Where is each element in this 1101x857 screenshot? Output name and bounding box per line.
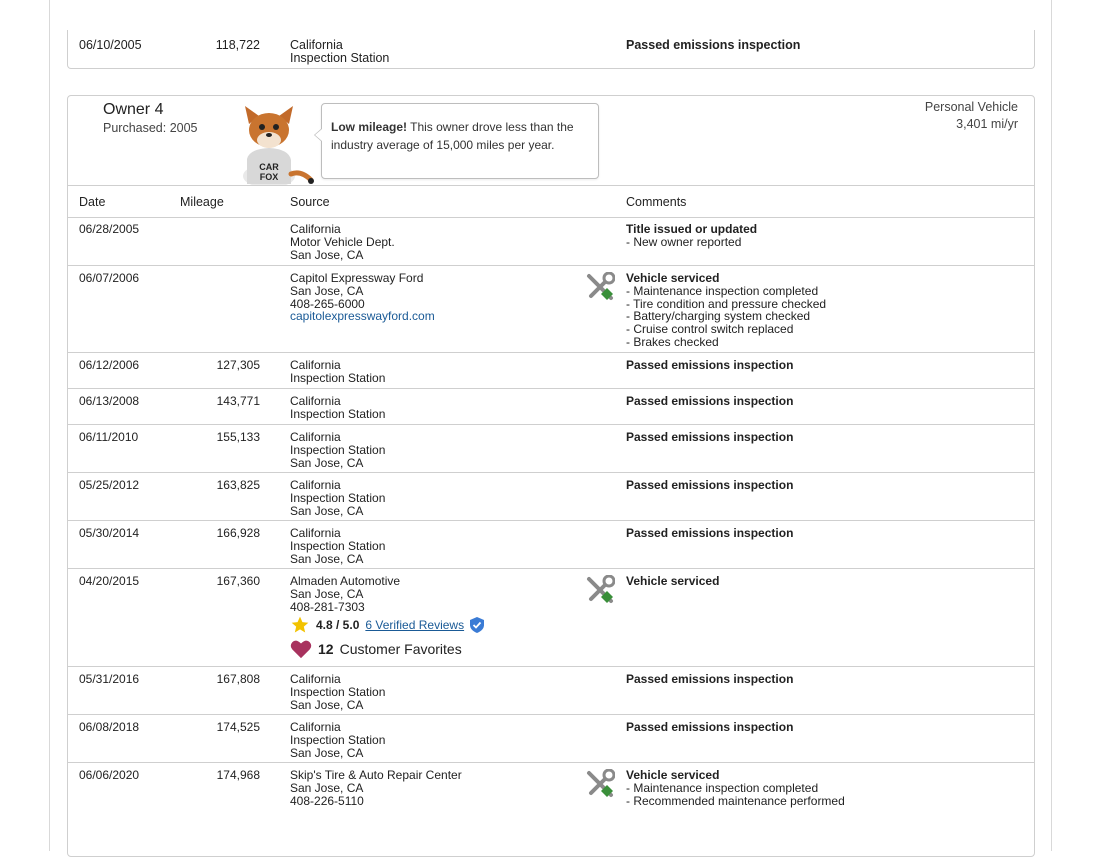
row-source: [290, 479, 385, 517]
table-row: [68, 217, 1034, 266]
owner-card: [67, 95, 1035, 857]
row-comments: [626, 769, 845, 807]
table-row: [68, 425, 1034, 473]
source-line: Capitol Expressway Ford: [290, 271, 424, 285]
header-date: Date: [79, 195, 106, 209]
source-line: San Jose, CA: [290, 745, 364, 760]
row-comments: [626, 395, 793, 408]
usage-type: Personal Vehicle: [924, 100, 1018, 114]
source-line: Inspection Station: [290, 538, 386, 553]
carfox-mascot-icon: [239, 104, 315, 186]
comment-title: Passed emissions inspection: [626, 672, 794, 686]
prev-source-line: California: [290, 38, 343, 52]
table-row: [68, 667, 1034, 715]
svg-text:FOX: FOX: [259, 172, 279, 182]
row-source: [290, 527, 385, 565]
verified-shield-icon: [470, 617, 484, 633]
row-source: [290, 431, 385, 469]
row-source: [290, 359, 385, 385]
row-date: 06/06/2020: [79, 768, 140, 782]
source-line: Skip's Tire & Auto Repair Center: [290, 768, 462, 782]
row-date: 06/07/2006: [79, 271, 140, 285]
row-comments: [626, 721, 793, 734]
source-line: San Jose, CA: [290, 697, 364, 712]
prev-record-source: [290, 39, 389, 65]
source-line: Motor Vehicle Dept.: [290, 234, 395, 249]
source-line: Inspection Station: [290, 732, 386, 747]
row-mileage: 167,360: [216, 574, 260, 588]
source-line: San Jose, CA: [290, 455, 364, 470]
table-row: [68, 521, 1034, 569]
row-comments: [626, 673, 793, 686]
heart-icon: [290, 639, 312, 659]
comment-detail: - Brakes checked: [626, 334, 719, 349]
source-line: San Jose, CA: [290, 503, 364, 518]
usage-rate: 3,401 mi/yr: [956, 117, 1018, 131]
source-line: Inspection Station: [290, 684, 386, 699]
prev-source-line: Inspection Station: [290, 51, 390, 65]
source-line: San Jose, CA: [290, 551, 364, 566]
source-line: Inspection Station: [290, 442, 386, 457]
row-date: 06/08/2018: [79, 720, 140, 734]
source-line: California: [290, 672, 341, 686]
source-line: 408-281-7303: [290, 599, 365, 614]
owner-purchased: Purchased: 2005: [103, 121, 198, 135]
comment-detail: - Recommended maintenance performed: [626, 793, 845, 808]
source-line: Inspection Station: [290, 370, 386, 385]
comment-title: Passed emissions inspection: [626, 478, 794, 492]
table-row: [68, 763, 1034, 853]
owner-title: Owner 4: [103, 101, 164, 118]
row-source: [290, 395, 385, 421]
source-line: California: [290, 394, 341, 408]
table-row: [68, 353, 1034, 389]
row-mileage: 127,305: [216, 358, 260, 372]
row-mileage: 166,928: [216, 526, 260, 540]
page-right-guide: [1051, 0, 1052, 851]
row-date: 05/31/2016: [79, 672, 140, 686]
row-comments: [626, 359, 793, 372]
star-icon: [290, 615, 310, 635]
row-source: [290, 575, 400, 613]
table-row: [68, 389, 1034, 425]
row-comments: [626, 527, 793, 540]
row-source: [290, 721, 385, 759]
row-source: [290, 769, 462, 807]
source-line: California: [290, 358, 341, 372]
callout-text: [331, 118, 588, 154]
service-tools-icon: [585, 769, 615, 799]
comment-detail: - New owner reported: [626, 234, 742, 249]
source-line: Inspection Station: [290, 490, 386, 505]
low-mileage-callout: [321, 103, 599, 179]
comment-detail: - Cruise control switch replaced: [626, 322, 794, 337]
source-line: California: [290, 222, 341, 236]
comment-title: Passed emissions inspection: [626, 720, 794, 734]
row-date: 04/20/2015: [79, 574, 140, 588]
callout-bold: Low mileage!: [331, 120, 408, 134]
row-comments: [626, 575, 719, 588]
svg-text:CAR: CAR: [259, 162, 279, 172]
favorites-label: Customer Favorites: [339, 641, 462, 657]
page-left-guide: [49, 0, 50, 851]
header-comments: Comments: [626, 195, 687, 209]
comment-title: Passed emissions inspection: [626, 430, 794, 444]
source-line: California: [290, 430, 341, 444]
comment-detail: - Battery/charging system checked: [626, 309, 811, 324]
row-mileage: 155,133: [216, 430, 260, 444]
table-row: [68, 715, 1034, 763]
row-source: [290, 673, 385, 711]
source-line: California: [290, 526, 341, 540]
row-mileage: 174,525: [216, 720, 260, 734]
comment-title: Vehicle serviced: [626, 574, 720, 588]
table-row: [68, 473, 1034, 521]
comment-title: Passed emissions inspection: [626, 358, 794, 372]
source-line: 408-265-6000: [290, 296, 365, 311]
verified-reviews-link[interactable]: 6 Verified Reviews: [365, 618, 465, 632]
source-line: San Jose, CA: [290, 283, 364, 298]
comment-detail: - Maintenance inspection completed: [626, 283, 819, 298]
source-line: 408-226-5110: [290, 793, 364, 808]
row-comments: [626, 431, 793, 444]
dealer-website-link[interactable]: capitolexpresswayford.com: [290, 309, 435, 324]
row-date: 06/28/2005: [79, 222, 140, 236]
comment-detail: - Tire condition and pressure checked: [626, 296, 827, 311]
row-date: 05/25/2012: [79, 478, 140, 492]
source-line: San Jose, CA: [290, 586, 364, 601]
customer-favorites: [290, 639, 462, 659]
comment-title: Vehicle serviced: [626, 271, 720, 285]
history-table-header: [68, 185, 1034, 218]
prev-record-mileage: 118,722: [215, 38, 260, 52]
row-comments: [626, 479, 793, 492]
source-line: Almaden Automotive: [290, 574, 401, 588]
comment-title: Vehicle serviced: [626, 768, 720, 782]
comment-title: Passed emissions inspection: [626, 394, 794, 408]
table-row: [68, 569, 1034, 667]
comment-title: Title issued or updated: [626, 222, 758, 236]
row-date: 06/13/2008: [79, 394, 140, 408]
row-mileage: 167,808: [216, 672, 260, 686]
row-mileage: 174,968: [216, 768, 260, 782]
row-mileage: 143,771: [216, 394, 260, 408]
prev-record-comment: Passed emissions inspection: [626, 38, 801, 52]
header-mileage: Mileage: [180, 195, 224, 209]
source-line: San Jose, CA: [290, 247, 364, 262]
row-source: [290, 272, 435, 323]
source-line: San Jose, CA: [290, 780, 364, 795]
callout-body: This owner drove less than the industry average of 15,000 miles per year.: [331, 120, 574, 152]
source-line: California: [290, 478, 341, 492]
comment-detail: - Maintenance inspection completed: [626, 780, 819, 795]
row-comments: [626, 223, 757, 249]
service-tools-icon: [585, 575, 615, 605]
comment-title: Passed emissions inspection: [626, 526, 794, 540]
row-date: 05/30/2014: [79, 526, 140, 540]
service-tools-icon: [585, 272, 615, 302]
previous-owner-card: [67, 30, 1035, 69]
dealer-rating: [290, 615, 484, 635]
row-date: 06/11/2010: [79, 430, 139, 444]
prev-record-date: 06/10/2005: [79, 38, 142, 52]
row-source: [290, 223, 395, 261]
table-row: [68, 266, 1034, 353]
rating-score: 4.8 / 5.0: [316, 618, 360, 632]
source-line: Inspection Station: [290, 406, 386, 421]
header-source: Source: [290, 195, 330, 209]
row-mileage: 163,825: [216, 478, 260, 492]
source-line: California: [290, 720, 341, 734]
favorites-count: 12: [318, 641, 334, 657]
row-date: 06/12/2006: [79, 358, 140, 372]
row-comments: [626, 272, 826, 349]
